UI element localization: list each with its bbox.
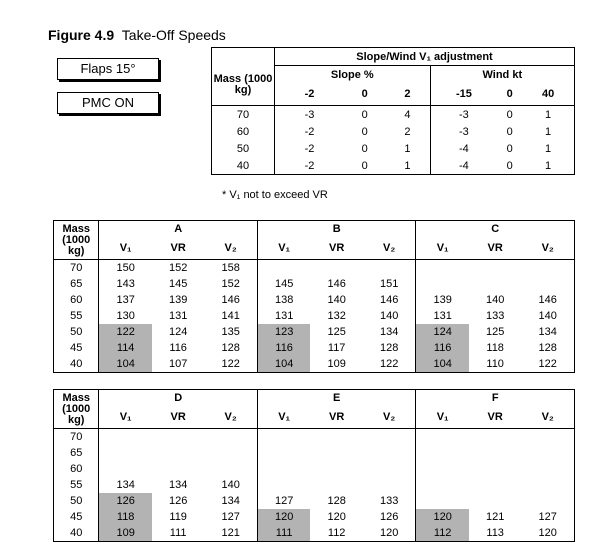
speed-value: 126 <box>99 493 152 509</box>
speed-value: 110 <box>486 358 504 370</box>
speed-value: 152 <box>221 278 240 290</box>
speed-value <box>521 477 574 493</box>
speed-value: 134 <box>538 326 557 338</box>
pmc-label: PMC ON <box>57 92 159 114</box>
speed-row <box>54 340 575 356</box>
speed-value <box>310 429 363 446</box>
speed-value: 122 <box>99 324 152 340</box>
speed-value <box>99 429 152 446</box>
speed-value: 130 <box>99 308 152 324</box>
adjustment-value: 0 <box>361 159 368 172</box>
speed-value: 146 <box>379 294 399 306</box>
speed-value <box>469 493 522 509</box>
speed-row <box>54 461 575 477</box>
speed-mass: 60 <box>70 294 83 306</box>
group-header-d: D <box>99 390 258 407</box>
speed-header: VR <box>469 237 522 260</box>
adjustment-value: 0 <box>361 125 368 138</box>
speed-value: 104 <box>99 356 152 373</box>
speed-value: 120 <box>538 527 557 539</box>
speed-value: 116 <box>416 340 469 356</box>
speed-value: 116 <box>169 342 187 354</box>
speed-value <box>521 429 574 446</box>
adjustment-value: 1 <box>404 142 411 155</box>
speed-value: 140 <box>485 294 505 306</box>
speed-value: 150 <box>99 260 152 277</box>
speed-value: 128 <box>221 342 240 354</box>
speed-value <box>363 445 416 461</box>
adjustment-value: 1 <box>545 159 552 172</box>
v1-note: * V₁ not to exceed VR <box>222 189 328 201</box>
speed-value: 112 <box>416 525 469 542</box>
speed-header: V₁ <box>416 406 469 429</box>
speed-header: V₂ <box>363 406 416 429</box>
speed-value <box>152 461 205 477</box>
speed-row <box>54 477 575 493</box>
speed-value: 109 <box>99 525 152 542</box>
speed-value <box>310 461 363 477</box>
takeoff-speed-table-abc <box>53 220 575 373</box>
speed-mass: 45 <box>70 342 83 354</box>
speed-value: 128 <box>327 495 346 507</box>
speed-value: 116 <box>257 340 310 356</box>
adjustment-value: -3 <box>430 123 497 140</box>
speed-mass: 40 <box>70 527 83 539</box>
speed-value: 134 <box>168 479 188 491</box>
speed-mass: 60 <box>70 463 83 475</box>
speed-value: 126 <box>168 495 188 507</box>
speed-value <box>310 477 363 493</box>
speed-row <box>54 260 575 277</box>
adjustment-value: 4 <box>404 108 411 121</box>
adjustment-value: 1 <box>404 159 411 172</box>
adjustment-mass: 70 <box>236 108 250 121</box>
speed-value <box>521 445 574 461</box>
speed-value: 140 <box>327 294 346 306</box>
adjustment-value: -2 <box>275 157 344 175</box>
speed-value: 111 <box>169 527 187 539</box>
adjustment-value: 0 <box>506 159 513 172</box>
adjustment-title: Slope/Wind V₁ adjustment <box>275 48 575 66</box>
speed-value: 127 <box>221 511 240 523</box>
speed-value: 140 <box>538 310 557 322</box>
group-header-e: E <box>257 390 416 407</box>
speed-value <box>310 260 363 277</box>
speed-value <box>521 461 574 477</box>
speed-header: V₁ <box>416 237 469 260</box>
speed-value: 122 <box>538 358 557 370</box>
speed-header: VR <box>469 406 522 429</box>
adjustment-value: 0 <box>361 142 368 155</box>
takeoff-speed-table-def <box>53 389 575 542</box>
speed-value: 120 <box>416 509 469 525</box>
speed-value: 104 <box>416 356 469 373</box>
speed-mass: 55 <box>70 479 83 491</box>
speed-value <box>99 445 152 461</box>
adjustment-row <box>212 140 575 157</box>
wind-col-0: -15 <box>430 83 497 106</box>
speed-value: 141 <box>221 310 240 322</box>
adjustment-value: 0 <box>506 125 513 138</box>
speed-value: 118 <box>99 509 152 525</box>
figure-label: Figure 4.9 <box>48 27 115 43</box>
speed-mass: 70 <box>70 262 83 274</box>
speed-value <box>416 461 469 477</box>
adjustment-row <box>212 106 575 124</box>
speed-value <box>521 493 574 509</box>
speed-value: 124 <box>168 326 188 338</box>
speed-header: V₂ <box>521 237 574 260</box>
wind-header: Wind kt <box>430 66 574 84</box>
speed-value <box>99 461 152 477</box>
figure-title <box>48 27 226 43</box>
speed-mass: 50 <box>70 326 83 338</box>
speed-value: 151 <box>379 278 399 290</box>
group-header-c: C <box>416 221 575 238</box>
speed-value <box>469 461 522 477</box>
speed-value <box>257 461 310 477</box>
adjustment-value: -3 <box>430 106 497 124</box>
speed-value <box>204 429 257 446</box>
speed-value: 134 <box>379 326 399 338</box>
speed-value: 131 <box>416 308 469 324</box>
speed-value: 134 <box>221 495 240 507</box>
speed-value: 137 <box>99 292 152 308</box>
speed-value: 126 <box>379 511 399 523</box>
adjustment-row <box>212 157 575 175</box>
speed-value: 120 <box>257 509 310 525</box>
speed-mass: 70 <box>70 431 83 443</box>
flaps-label: Flaps 15° <box>57 58 159 80</box>
speed-value <box>469 477 522 493</box>
speed-value <box>257 260 310 277</box>
speed-value <box>204 461 257 477</box>
adjustment-value: 1 <box>545 108 552 121</box>
speed-value: 125 <box>485 326 505 338</box>
adjustment-mass: 50 <box>236 142 250 155</box>
wind-col-2: 40 <box>522 83 574 106</box>
speed-value <box>416 276 469 292</box>
speed-value <box>204 445 257 461</box>
speed-value: 146 <box>327 278 346 290</box>
speed-value: 113 <box>486 527 504 539</box>
speed-row <box>54 445 575 461</box>
mass-header: Mass (1000 kg) <box>54 221 99 260</box>
adjustment-value: 0 <box>506 142 513 155</box>
speed-value <box>469 445 522 461</box>
speed-header: V₂ <box>521 406 574 429</box>
speed-value: 112 <box>327 527 346 539</box>
speed-value: 111 <box>257 525 310 542</box>
speed-value <box>469 260 522 277</box>
speed-value: 145 <box>168 278 188 290</box>
speed-row <box>54 429 575 446</box>
speed-value: 146 <box>538 294 557 306</box>
speed-value: 124 <box>416 324 469 340</box>
speed-header: V₁ <box>257 237 310 260</box>
speed-mass: 65 <box>70 447 83 459</box>
speed-value: 114 <box>99 340 152 356</box>
speed-row <box>54 356 575 373</box>
mass-header: Mass (1000 kg) <box>54 390 99 429</box>
speed-header: V₂ <box>204 406 257 429</box>
speed-value: 133 <box>379 495 399 507</box>
speed-header: VR <box>310 406 363 429</box>
speed-value: 132 <box>327 310 346 322</box>
speed-value: 128 <box>538 342 557 354</box>
adjustment-value: -3 <box>275 106 344 124</box>
speed-header: V₁ <box>257 406 310 429</box>
figure-caption: Take-Off Speeds <box>121 27 226 43</box>
speed-value: 122 <box>379 358 399 370</box>
speed-value: 120 <box>327 511 346 523</box>
speed-value <box>416 260 469 277</box>
speed-value: 131 <box>257 308 310 324</box>
adjustment-corner <box>212 48 275 66</box>
speed-row <box>54 308 575 324</box>
group-header-b: B <box>257 221 416 238</box>
speed-value: 140 <box>221 479 240 491</box>
speed-value <box>363 429 416 446</box>
speed-value <box>416 445 469 461</box>
adjustment-mass: 40 <box>236 159 250 172</box>
adjustment-value: -2 <box>275 140 344 157</box>
speed-mass: 50 <box>70 495 83 507</box>
speed-value: 133 <box>485 310 505 322</box>
speed-value: 145 <box>257 276 310 292</box>
speed-header: VR <box>152 406 205 429</box>
adjustment-mass: 60 <box>236 125 250 138</box>
speed-row <box>54 525 575 542</box>
speed-value: 131 <box>168 310 188 322</box>
speed-value <box>521 276 574 292</box>
speed-value: 139 <box>168 294 188 306</box>
speed-header: V₂ <box>204 237 257 260</box>
speed-value <box>521 260 574 277</box>
speed-value <box>416 429 469 446</box>
speed-value: 109 <box>327 358 346 370</box>
speed-value <box>469 276 522 292</box>
slope-header: Slope % <box>275 66 431 84</box>
speed-header: V₁ <box>99 237 152 260</box>
adjustment-row <box>212 123 575 140</box>
group-header-f: F <box>416 390 575 407</box>
adjustment-mass-header: Mass (1000 kg) <box>212 66 275 106</box>
speed-value: 121 <box>485 511 505 523</box>
speed-value: 107 <box>168 358 188 370</box>
speed-value <box>469 429 522 446</box>
speed-value: 135 <box>221 326 240 338</box>
speed-value: 128 <box>379 342 399 354</box>
adjustment-value: -4 <box>430 140 497 157</box>
speed-value <box>416 477 469 493</box>
speed-value <box>152 445 205 461</box>
speed-value: 117 <box>327 342 346 354</box>
speed-mass: 45 <box>70 511 83 523</box>
speed-value: 158 <box>221 262 240 274</box>
group-header-a: A <box>99 221 258 238</box>
speed-value <box>152 429 205 446</box>
adjustment-value: 0 <box>506 108 513 121</box>
speed-row <box>54 292 575 308</box>
speed-value: 121 <box>221 527 240 539</box>
speed-value <box>363 477 416 493</box>
speed-value: 127 <box>257 493 310 509</box>
speed-mass: 40 <box>70 358 83 370</box>
adjustment-value: -4 <box>430 157 497 175</box>
speed-row <box>54 509 575 525</box>
speed-value <box>310 445 363 461</box>
slope-col-2: 2 <box>385 83 430 106</box>
speed-value: 140 <box>379 310 399 322</box>
speed-value: 120 <box>379 527 399 539</box>
speed-value: 122 <box>221 358 240 370</box>
speed-value <box>257 477 310 493</box>
speed-value <box>363 260 416 277</box>
speed-mass: 65 <box>70 278 83 290</box>
slope-col-1: 0 <box>344 83 385 106</box>
speed-value <box>257 445 310 461</box>
speed-row <box>54 324 575 340</box>
speed-value: 125 <box>327 326 346 338</box>
speed-header: V₂ <box>363 237 416 260</box>
speed-row <box>54 493 575 509</box>
adjustment-value: -2 <box>275 123 344 140</box>
speed-header: VR <box>152 237 205 260</box>
speed-header: VR <box>310 237 363 260</box>
slope-col-0: -2 <box>275 83 344 106</box>
speed-value: 139 <box>416 292 469 308</box>
speed-value: 143 <box>99 276 152 292</box>
adjustment-value: 2 <box>404 125 411 138</box>
adjustment-value: 1 <box>545 142 552 155</box>
slope-wind-adjustment-table <box>211 47 575 175</box>
adjustment-value: 1 <box>545 125 552 138</box>
speed-value: 152 <box>168 262 188 274</box>
adjustment-value: 0 <box>361 108 368 121</box>
speed-value: 127 <box>538 511 557 523</box>
speed-value: 134 <box>99 477 152 493</box>
speed-value: 104 <box>257 356 310 373</box>
speed-value: 138 <box>257 292 310 308</box>
speed-mass: 55 <box>70 310 83 322</box>
speed-value: 119 <box>169 511 187 523</box>
speed-value: 118 <box>486 342 504 354</box>
speed-value <box>257 429 310 446</box>
speed-header: V₁ <box>99 406 152 429</box>
speed-value: 146 <box>221 294 240 306</box>
speed-value <box>416 493 469 509</box>
wind-col-1: 0 <box>497 83 522 106</box>
speed-row <box>54 276 575 292</box>
speed-value: 123 <box>257 324 310 340</box>
speed-value <box>363 461 416 477</box>
